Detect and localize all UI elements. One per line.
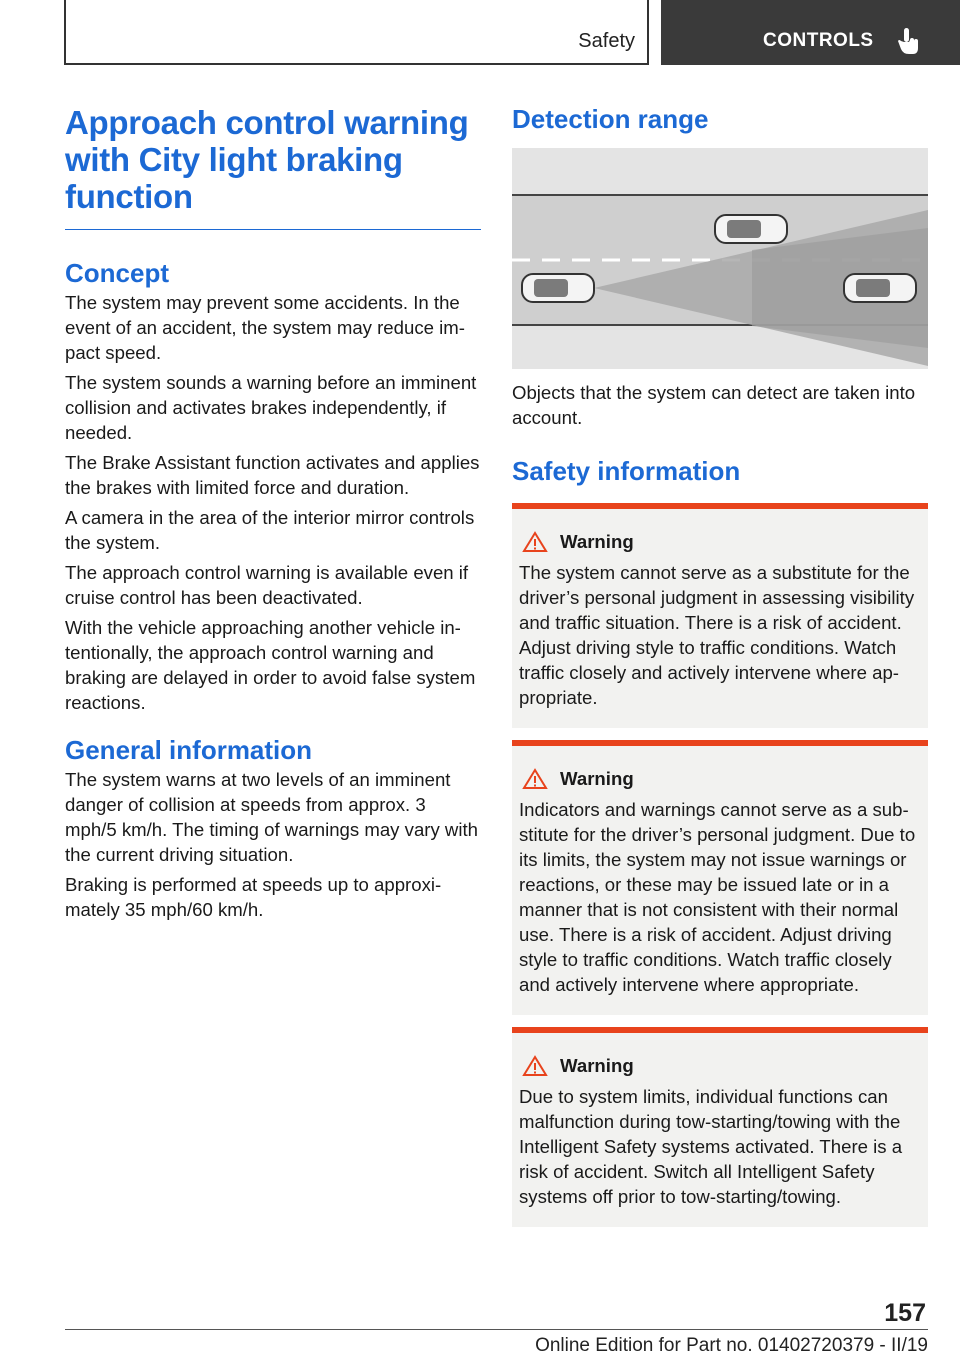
warning-triangle-icon: [522, 531, 548, 553]
warning-label: Warning: [560, 768, 634, 789]
warning-header: [522, 768, 921, 790]
warning-triangle-icon: [522, 1055, 548, 1077]
warning-header: [522, 531, 921, 553]
left-column: [65, 104, 481, 922]
header-section-title: Safety: [578, 30, 635, 52]
general-paragraph: The system warns at two levels of an imminent danger of collision at speeds from approx. 3 mph/5 km/h. The timing of warnings may vary with the current driving situation.: [65, 769, 479, 865]
car-top-view-icon: [522, 274, 594, 302]
safety-information-heading: Safety information: [512, 456, 741, 486]
concept-paragraph: A camera in the area of the interior mirror controls the system.: [65, 507, 475, 553]
detection-range-figure: [512, 148, 928, 369]
general-paragraph: Braking is performed at speeds up to approximately 35 mph/60 km/h.: [65, 874, 442, 920]
hand-pointer-icon: [895, 27, 921, 55]
footer-divider: [65, 1329, 928, 1330]
car-top-view-icon: [844, 274, 916, 302]
concept-paragraph: The system sounds a warning before an imminent collision and activates brakes independently, if needed.: [65, 372, 477, 443]
page-title: Approach control warning with City light braking function: [65, 104, 469, 215]
general-information-heading: General information: [65, 735, 313, 765]
header-section-tab: [64, 0, 649, 65]
warning-text: The system cannot serve as a substitute for the driver’s personal judgment in assessing visibility and traffic situation. There is a risk of accident. Adjust driving style to traffic conditions. Watch traffic closely and actively intervene where appropriate.: [519, 562, 915, 708]
warning-triangle-icon: [522, 768, 548, 790]
warning-label: Warning: [560, 1055, 634, 1076]
figure-caption: Objects that the system can detect are taken into account.: [512, 382, 916, 428]
concept-paragraph: The Brake Assistant function activates and applies the brakes with limited force and duration.: [65, 452, 480, 498]
title-divider: [65, 229, 481, 230]
concept-paragraph: The approach control warning is available even if cruise control has been deactivated.: [65, 562, 469, 608]
page-number: 157: [884, 1299, 926, 1327]
warning-text: Due to system limits, individual functions can malfunction during tow-starting/towing with the Intelligent Safety systems activated. There is a risk of accident. Switch all Intelligent Safety systems off prior to tow-starting/towing.: [519, 1086, 903, 1207]
concept-paragraph: With the vehicle approaching another vehicle intentionally, the approach control warning and braking are delayed in order to avoid false system reactions.: [65, 617, 476, 713]
right-column: [512, 104, 928, 1227]
warning-label: Warning: [560, 531, 634, 552]
concept-paragraph: The system may prevent some accidents. In the event of an accident, the system may reduce impact speed.: [65, 292, 465, 363]
detection-range-illustration: [512, 148, 928, 369]
warning-text: Indicators and warnings cannot serve as a substitute for the driver’s personal judgment. Due to its limits, the system may not issue warnings or reactions, or these may be issued late or in a manner that is not consistent with their normal use. There is a risk of accident. Adjust driving style to traffic conditions. Watch traffic closely and actively intervene where appropriate.: [519, 799, 916, 995]
footer-edition: Online Edition for Part no. 01402720379 - II/19: [535, 1335, 928, 1356]
header-chapter-title: CONTROLS: [763, 30, 874, 51]
warning-header: [522, 1055, 921, 1077]
car-top-view-icon: [715, 215, 787, 243]
detection-range-heading: Detection range: [512, 104, 709, 134]
warning-box: [512, 1027, 928, 1227]
header-chapter-tab: [661, 0, 960, 65]
warning-box: [512, 503, 928, 728]
concept-heading: Concept: [65, 258, 169, 288]
warning-box: [512, 740, 928, 1015]
